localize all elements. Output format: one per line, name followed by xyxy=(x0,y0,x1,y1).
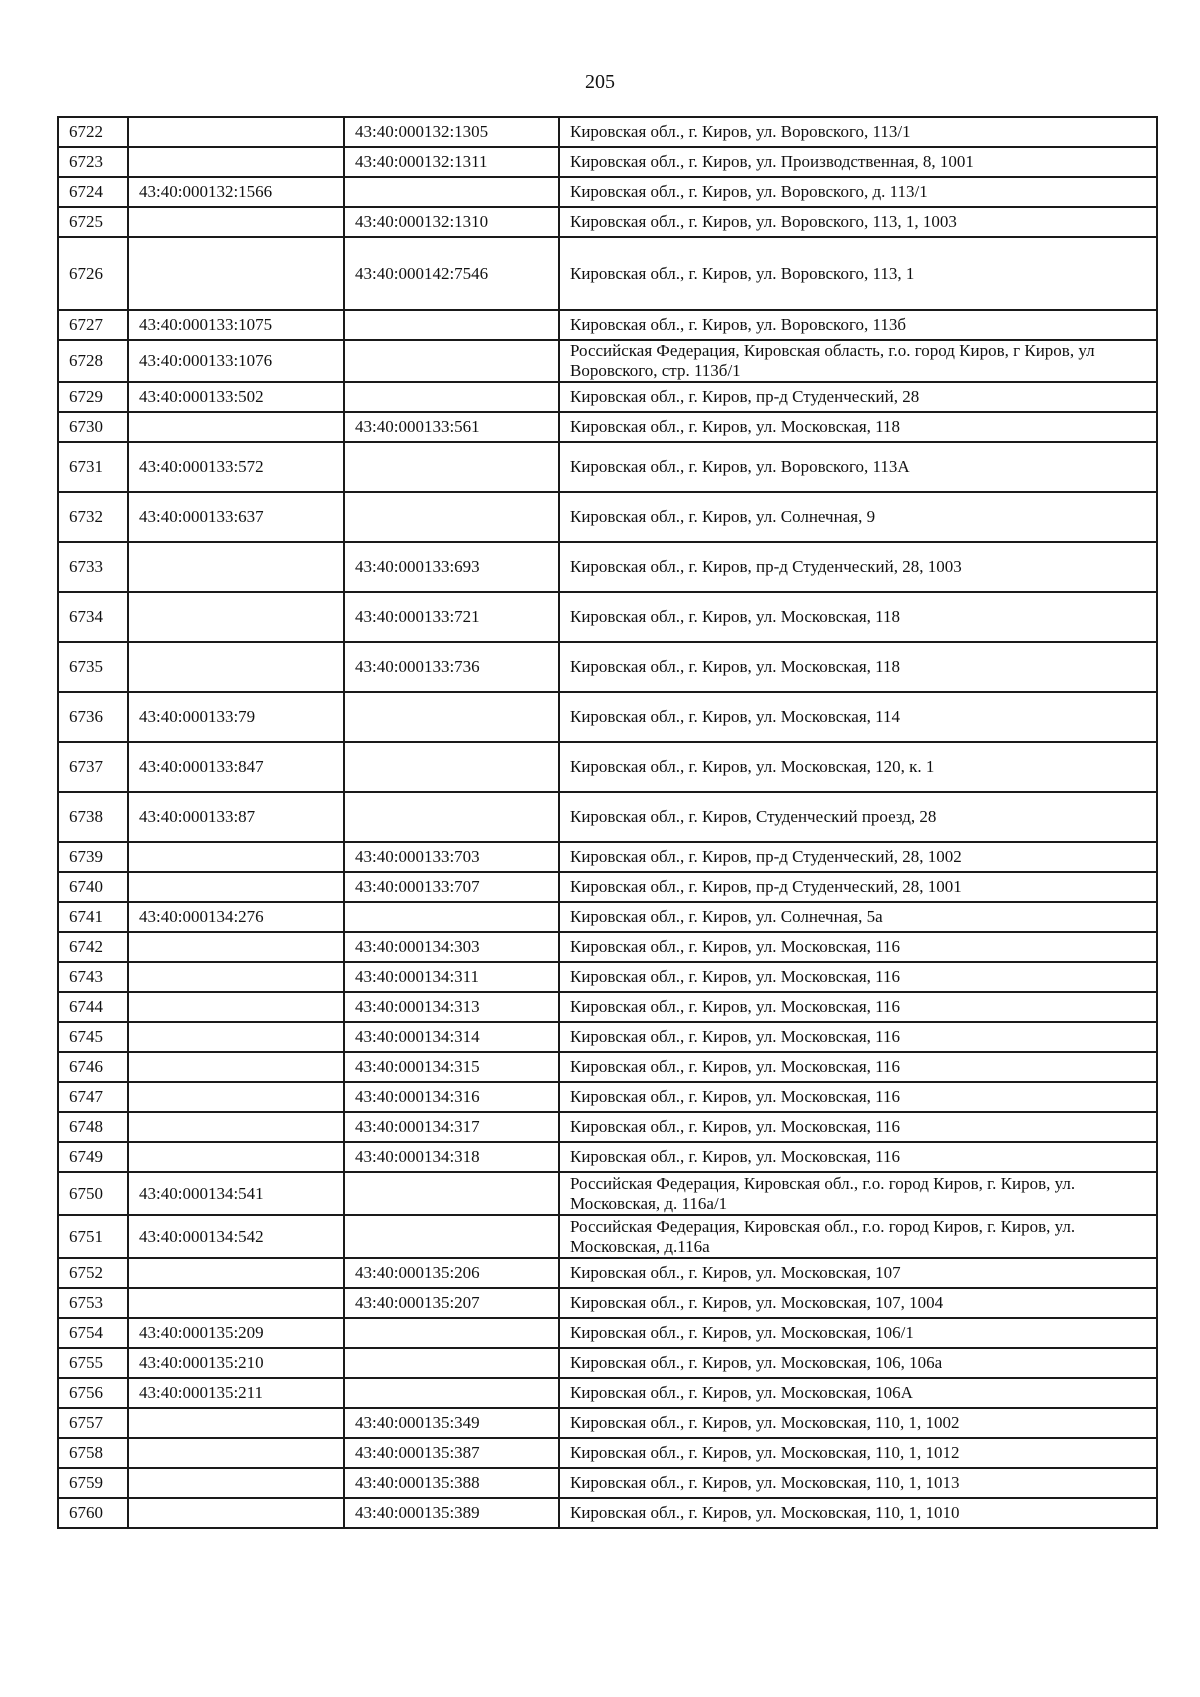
object-cadastral-number-cell xyxy=(344,692,559,742)
object-cadastral-number-cell: 43:40:000133:736 xyxy=(344,642,559,692)
table-row xyxy=(58,932,1157,962)
address-cell: Кировская обл., г. Киров, пр-д Студенческий, 28, 1003 xyxy=(559,542,1157,592)
address-cell: Кировская обл., г. Киров, ул. Московская, 116 xyxy=(559,962,1157,992)
row-number-cell: 6750 xyxy=(58,1172,128,1215)
object-cadastral-number-cell xyxy=(344,1172,559,1215)
row-number-cell: 6759 xyxy=(58,1468,128,1498)
object-cadastral-number-cell: 43:40:000134:318 xyxy=(344,1142,559,1172)
address-cell: Кировская обл., г. Киров, ул. Московская, 118 xyxy=(559,642,1157,692)
table-row xyxy=(58,692,1157,742)
object-cadastral-number-cell xyxy=(344,792,559,842)
land-cadastral-number-cell xyxy=(128,1408,344,1438)
row-number-cell: 6744 xyxy=(58,992,128,1022)
row-number-cell: 6756 xyxy=(58,1378,128,1408)
table-row xyxy=(58,1438,1157,1468)
land-cadastral-number-cell: 43:40:000135:210 xyxy=(128,1348,344,1378)
table-row xyxy=(58,742,1157,792)
address-cell: Кировская обл., г. Киров, пр-д Студенческий, 28, 1002 xyxy=(559,842,1157,872)
row-number-cell: 6749 xyxy=(58,1142,128,1172)
land-cadastral-number-cell: 43:40:000134:276 xyxy=(128,902,344,932)
address-cell: Кировская обл., г. Киров, ул. Московская, 110, 1, 1012 xyxy=(559,1438,1157,1468)
table-row xyxy=(58,1498,1157,1528)
table-row xyxy=(58,207,1157,237)
address-cell: Кировская обл., г. Киров, ул. Московская, 107 xyxy=(559,1258,1157,1288)
address-cell: Кировская обл., г. Киров, ул. Московская, 110, 1, 1002 xyxy=(559,1408,1157,1438)
object-cadastral-number-cell xyxy=(344,442,559,492)
table-row xyxy=(58,1052,1157,1082)
row-number-cell: 6723 xyxy=(58,147,128,177)
object-cadastral-number-cell: 43:40:000134:311 xyxy=(344,962,559,992)
object-cadastral-number-cell: 43:40:000135:389 xyxy=(344,1498,559,1528)
address-cell: Кировская обл., г. Киров, ул. Московская, 120, к. 1 xyxy=(559,742,1157,792)
address-cell: Кировская обл., г. Киров, ул. Московская, 118 xyxy=(559,412,1157,442)
object-cadastral-number-cell: 43:40:000133:561 xyxy=(344,412,559,442)
address-cell: Кировская обл., г. Киров, ул. Воровского, 113/1 xyxy=(559,117,1157,147)
land-cadastral-number-cell: 43:40:000133:847 xyxy=(128,742,344,792)
object-cadastral-number-cell xyxy=(344,742,559,792)
table-row xyxy=(58,442,1157,492)
object-cadastral-number-cell: 43:40:000133:721 xyxy=(344,592,559,642)
address-cell: Кировская обл., г. Киров, ул. Московская, 106/1 xyxy=(559,1318,1157,1348)
table-row xyxy=(58,117,1157,147)
table-row xyxy=(58,1258,1157,1288)
object-cadastral-number-cell xyxy=(344,1378,559,1408)
address-cell: Кировская обл., г. Киров, ул. Воровского, 113б xyxy=(559,310,1157,340)
address-cell: Кировская обл., г. Киров, ул. Московская, 106, 106а xyxy=(559,1348,1157,1378)
row-number-cell: 6725 xyxy=(58,207,128,237)
table-row xyxy=(58,1022,1157,1052)
table-row xyxy=(58,872,1157,902)
land-cadastral-number-cell: 43:40:000134:541 xyxy=(128,1172,344,1215)
address-cell: Кировская обл., г. Киров, ул. Московская, 110, 1, 1010 xyxy=(559,1498,1157,1528)
object-cadastral-number-cell xyxy=(344,340,559,382)
land-cadastral-number-cell: 43:40:000133:572 xyxy=(128,442,344,492)
object-cadastral-number-cell: 43:40:000134:303 xyxy=(344,932,559,962)
row-number-cell: 6737 xyxy=(58,742,128,792)
table-row xyxy=(58,1468,1157,1498)
table-row xyxy=(58,310,1157,340)
table-row xyxy=(58,237,1157,310)
object-cadastral-number-cell xyxy=(344,492,559,542)
address-cell: Кировская обл., г. Киров, ул. Московская, 107, 1004 xyxy=(559,1288,1157,1318)
row-number-cell: 6726 xyxy=(58,237,128,310)
object-cadastral-number-cell: 43:40:000132:1310 xyxy=(344,207,559,237)
land-cadastral-number-cell xyxy=(128,237,344,310)
address-cell: Кировская обл., г. Киров, ул. Воровского, д. 113/1 xyxy=(559,177,1157,207)
address-cell: Кировская обл., г. Киров, ул. Московская, 116 xyxy=(559,1142,1157,1172)
address-cell: Кировская обл., г. Киров, ул. Солнечная, 9 xyxy=(559,492,1157,542)
table-row xyxy=(58,1172,1157,1215)
land-cadastral-number-cell xyxy=(128,1288,344,1318)
object-cadastral-number-cell: 43:40:000132:1311 xyxy=(344,147,559,177)
table-row xyxy=(58,992,1157,1022)
object-cadastral-number-cell: 43:40:000135:388 xyxy=(344,1468,559,1498)
row-number-cell: 6746 xyxy=(58,1052,128,1082)
row-number-cell: 6735 xyxy=(58,642,128,692)
address-cell: Кировская обл., г. Киров, ул. Московская, 116 xyxy=(559,992,1157,1022)
table-row xyxy=(58,1142,1157,1172)
table-row xyxy=(58,382,1157,412)
object-cadastral-number-cell: 43:40:000135:206 xyxy=(344,1258,559,1288)
object-cadastral-number-cell xyxy=(344,177,559,207)
land-cadastral-number-cell: 43:40:000133:502 xyxy=(128,382,344,412)
row-number-cell: 6748 xyxy=(58,1112,128,1142)
table-row xyxy=(58,1215,1157,1258)
land-cadastral-number-cell: 43:40:000133:1076 xyxy=(128,340,344,382)
row-number-cell: 6731 xyxy=(58,442,128,492)
address-cell: Кировская обл., г. Киров, ул. Московская, 116 xyxy=(559,1082,1157,1112)
land-cadastral-number-cell xyxy=(128,842,344,872)
row-number-cell: 6741 xyxy=(58,902,128,932)
object-cadastral-number-cell: 43:40:000134:313 xyxy=(344,992,559,1022)
table-row xyxy=(58,592,1157,642)
page-number: 205 xyxy=(585,71,615,93)
land-cadastral-number-cell xyxy=(128,1112,344,1142)
object-cadastral-number-cell: 43:40:000135:349 xyxy=(344,1408,559,1438)
land-cadastral-number-cell xyxy=(128,1468,344,1498)
row-number-cell: 6740 xyxy=(58,872,128,902)
land-cadastral-number-cell xyxy=(128,1258,344,1288)
row-number-cell: 6729 xyxy=(58,382,128,412)
table-row xyxy=(58,902,1157,932)
land-cadastral-number-cell xyxy=(128,932,344,962)
land-cadastral-number-cell xyxy=(128,642,344,692)
table-row xyxy=(58,340,1157,382)
row-number-cell: 6728 xyxy=(58,340,128,382)
land-cadastral-number-cell: 43:40:000135:211 xyxy=(128,1378,344,1408)
table-row xyxy=(58,1112,1157,1142)
row-number-cell: 6722 xyxy=(58,117,128,147)
object-cadastral-number-cell xyxy=(344,902,559,932)
row-number-cell: 6724 xyxy=(58,177,128,207)
address-cell: Кировская обл., г. Киров, пр-д Студенческий, 28 xyxy=(559,382,1157,412)
object-cadastral-number-cell xyxy=(344,382,559,412)
object-cadastral-number-cell xyxy=(344,1318,559,1348)
land-cadastral-number-cell xyxy=(128,1082,344,1112)
table-row xyxy=(58,1318,1157,1348)
row-number-cell: 6752 xyxy=(58,1258,128,1288)
land-cadastral-number-cell xyxy=(128,592,344,642)
address-cell: Кировская обл., г. Киров, ул. Московская, 116 xyxy=(559,932,1157,962)
row-number-cell: 6755 xyxy=(58,1348,128,1378)
land-cadastral-number-cell: 43:40:000133:87 xyxy=(128,792,344,842)
object-cadastral-number-cell: 43:40:000134:317 xyxy=(344,1112,559,1142)
object-cadastral-number-cell xyxy=(344,310,559,340)
address-cell: Кировская обл., г. Киров, Студенческий проезд, 28 xyxy=(559,792,1157,842)
address-cell: Кировская обл., г. Киров, ул. Московская, 106А xyxy=(559,1378,1157,1408)
land-cadastral-number-cell: 43:40:000133:79 xyxy=(128,692,344,742)
address-cell: Кировская обл., г. Киров, ул. Московская, 110, 1, 1013 xyxy=(559,1468,1157,1498)
row-number-cell: 6742 xyxy=(58,932,128,962)
land-cadastral-number-cell: 43:40:000134:542 xyxy=(128,1215,344,1258)
registry-table-body xyxy=(58,117,1157,1528)
object-cadastral-number-cell xyxy=(344,1215,559,1258)
object-cadastral-number-cell: 43:40:000133:693 xyxy=(344,542,559,592)
land-cadastral-number-cell xyxy=(128,1498,344,1528)
table-row xyxy=(58,642,1157,692)
address-cell: Кировская обл., г. Киров, ул. Московская, 114 xyxy=(559,692,1157,742)
land-cadastral-number-cell xyxy=(128,1022,344,1052)
land-cadastral-number-cell: 43:40:000132:1566 xyxy=(128,177,344,207)
address-cell: Кировская обл., г. Киров, ул. Московская, 116 xyxy=(559,1022,1157,1052)
land-cadastral-number-cell xyxy=(128,962,344,992)
row-number-cell: 6732 xyxy=(58,492,128,542)
table-row xyxy=(58,177,1157,207)
object-cadastral-number-cell: 43:40:000135:207 xyxy=(344,1288,559,1318)
object-cadastral-number-cell: 43:40:000134:315 xyxy=(344,1052,559,1082)
land-cadastral-number-cell xyxy=(128,412,344,442)
table-row xyxy=(58,147,1157,177)
address-cell: Кировская обл., г. Киров, пр-д Студенческий, 28, 1001 xyxy=(559,872,1157,902)
row-number-cell: 6736 xyxy=(58,692,128,742)
land-cadastral-number-cell xyxy=(128,542,344,592)
table-row xyxy=(58,412,1157,442)
row-number-cell: 6760 xyxy=(58,1498,128,1528)
object-cadastral-number-cell: 43:40:000134:316 xyxy=(344,1082,559,1112)
object-cadastral-number-cell: 43:40:000133:707 xyxy=(344,872,559,902)
land-cadastral-number-cell xyxy=(128,117,344,147)
address-cell: Российская Федерация, Кировская обл., г.о. город Киров, г. Киров, ул. Московская, д. 116а/1 xyxy=(559,1172,1157,1215)
row-number-cell: 6738 xyxy=(58,792,128,842)
address-cell: Кировская обл., г. Киров, ул. Московская, 116 xyxy=(559,1052,1157,1082)
address-cell: Кировская обл., г. Киров, ул. Московская, 118 xyxy=(559,592,1157,642)
registry-table xyxy=(57,116,1158,1529)
table-row xyxy=(58,842,1157,872)
land-cadastral-number-cell xyxy=(128,992,344,1022)
row-number-cell: 6733 xyxy=(58,542,128,592)
row-number-cell: 6753 xyxy=(58,1288,128,1318)
row-number-cell: 6754 xyxy=(58,1318,128,1348)
address-cell: Кировская обл., г. Киров, ул. Московская, 116 xyxy=(559,1112,1157,1142)
row-number-cell: 6757 xyxy=(58,1408,128,1438)
object-cadastral-number-cell: 43:40:000142:7546 xyxy=(344,237,559,310)
object-cadastral-number-cell: 43:40:000135:387 xyxy=(344,1438,559,1468)
land-cadastral-number-cell: 43:40:000135:209 xyxy=(128,1318,344,1348)
address-cell: Российская Федерация, Кировская обл., г.о. город Киров, г. Киров, ул. Московская, д.116а xyxy=(559,1215,1157,1258)
row-number-cell: 6734 xyxy=(58,592,128,642)
land-cadastral-number-cell xyxy=(128,1142,344,1172)
table-row xyxy=(58,1408,1157,1438)
table-row xyxy=(58,1288,1157,1318)
row-number-cell: 6739 xyxy=(58,842,128,872)
row-number-cell: 6758 xyxy=(58,1438,128,1468)
address-cell: Российская Федерация, Кировская область, г.о. город Киров, г Киров, ул Воровского, стр. 113б/1 xyxy=(559,340,1157,382)
object-cadastral-number-cell: 43:40:000133:703 xyxy=(344,842,559,872)
row-number-cell: 6751 xyxy=(58,1215,128,1258)
object-cadastral-number-cell xyxy=(344,1348,559,1378)
address-cell: Кировская обл., г. Киров, ул. Воровского, 113, 1 xyxy=(559,237,1157,310)
address-cell: Кировская обл., г. Киров, ул. Производственная, 8, 1001 xyxy=(559,147,1157,177)
object-cadastral-number-cell: 43:40:000132:1305 xyxy=(344,117,559,147)
row-number-cell: 6747 xyxy=(58,1082,128,1112)
table-row xyxy=(58,492,1157,542)
land-cadastral-number-cell: 43:40:000133:637 xyxy=(128,492,344,542)
address-cell: Кировская обл., г. Киров, ул. Солнечная, 5а xyxy=(559,902,1157,932)
table-row xyxy=(58,1348,1157,1378)
row-number-cell: 6745 xyxy=(58,1022,128,1052)
address-cell: Кировская обл., г. Киров, ул. Воровского, 113А xyxy=(559,442,1157,492)
land-cadastral-number-cell xyxy=(128,147,344,177)
land-cadastral-number-cell xyxy=(128,872,344,902)
table-row xyxy=(58,792,1157,842)
address-cell: Кировская обл., г. Киров, ул. Воровского, 113, 1, 1003 xyxy=(559,207,1157,237)
table-row xyxy=(58,1082,1157,1112)
land-cadastral-number-cell: 43:40:000133:1075 xyxy=(128,310,344,340)
land-cadastral-number-cell xyxy=(128,207,344,237)
object-cadastral-number-cell: 43:40:000134:314 xyxy=(344,1022,559,1052)
row-number-cell: 6730 xyxy=(58,412,128,442)
land-cadastral-number-cell xyxy=(128,1438,344,1468)
land-cadastral-number-cell xyxy=(128,1052,344,1082)
row-number-cell: 6743 xyxy=(58,962,128,992)
table-row xyxy=(58,542,1157,592)
table-row xyxy=(58,1378,1157,1408)
row-number-cell: 6727 xyxy=(58,310,128,340)
table-row xyxy=(58,962,1157,992)
